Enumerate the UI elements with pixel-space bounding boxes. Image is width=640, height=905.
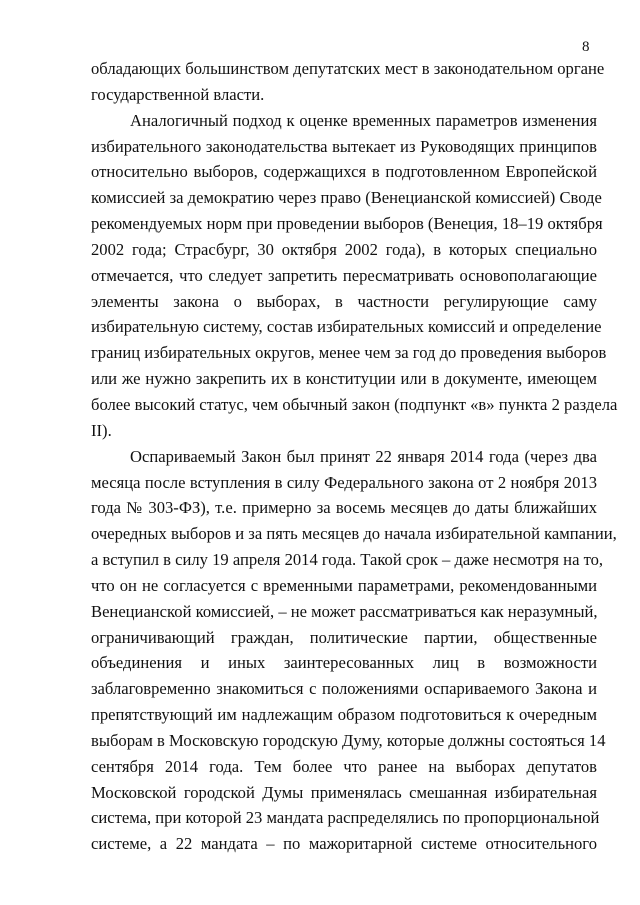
text-line: 2002 года; Страсбург, 30 октября 2002 года), в которых специально (91, 239, 597, 259)
text-line: очередных выборов и за пять месяцев до начала избирательной кампании, (91, 524, 617, 544)
text-line: границ избирательных округов, менее чем за год до проведения выборов (91, 343, 607, 363)
text-line: а вступил в силу 19 апреля 2014 года. Такой срок – даже несмотря на то, (91, 550, 604, 570)
text-line: элементы закона о выборах, в частности регулирующие саму (91, 291, 597, 311)
text-line: Оспариваемый Закон был принят 22 января 2014 года (через два (130, 446, 597, 466)
text-line: более высокий статус, чем обычный закон (подпункт «в» пункта 2 раздела (91, 394, 618, 414)
text-line: обладающих большинством депутатских мест в законодательном органе (91, 59, 605, 78)
text-line: комиссией за демократию через право (Венецианской комиссией) Своде (91, 188, 602, 208)
text-line: Аналогичный подход к оценке временных параметров изменения (130, 110, 597, 130)
text-line: препятствующий им надлежащим образом подготовиться к очередным (91, 705, 597, 725)
text-line: выборам в Московскую городскую Думу, которые должны состояться 14 (91, 730, 606, 750)
text-line: относительно выборов, содержащихся в подготовленном Европейской (91, 162, 597, 182)
text-line: Венецианской комиссией, – не может рассматриваться как неразумный, (91, 601, 598, 621)
text-line: или же нужно закрепить их в конституции или в документе, имеющем (91, 369, 597, 389)
text-line: государственной власти. (91, 84, 265, 104)
text-line: Московской городской Думы применялась смешанная избирательная (91, 782, 597, 802)
text-line: отмечается, что следует запретить пересматривать основополагающие (91, 265, 597, 285)
paragraph (91, 108, 618, 444)
document-body (91, 56, 618, 857)
text-line: системе, а 22 мандата – по мажоритарной системе относительного (91, 834, 597, 854)
page-number: 8 (582, 39, 590, 55)
text-line: ограничивающий граждан, политические партии, общественные (91, 627, 597, 647)
paragraph (91, 444, 617, 858)
text-line: сентября 2014 года. Тем более что ранее на выборах депутатов (91, 756, 597, 776)
text-line: система, при которой 23 мандата распределялись по пропорциональной (91, 808, 600, 828)
paragraph (91, 56, 605, 108)
text-line: месяца после вступления в силу Федерального закона от 2 ноября 2013 (91, 472, 597, 492)
text-line: что он не согласуется с временными параметрами, рекомендованными (91, 575, 597, 595)
text-line: объединения и иных заинтересованных лиц в возможности (91, 653, 597, 673)
text-line: рекомендуемых норм при проведении выборов (Венеция, 18–19 октября (91, 214, 603, 234)
text-line: II). (91, 420, 112, 440)
text-line: избирательную систему, состав избирательных комиссий и определение (91, 317, 602, 337)
text-line: заблаговременно знакомиться с положениями оспариваемого Закона и (91, 679, 597, 699)
text-line: года № 303-ФЗ), т.е. примерно за восемь месяцев до даты ближайших (91, 498, 597, 518)
text-line: избирательного законодательства вытекает из Руководящих принципов (91, 136, 597, 156)
